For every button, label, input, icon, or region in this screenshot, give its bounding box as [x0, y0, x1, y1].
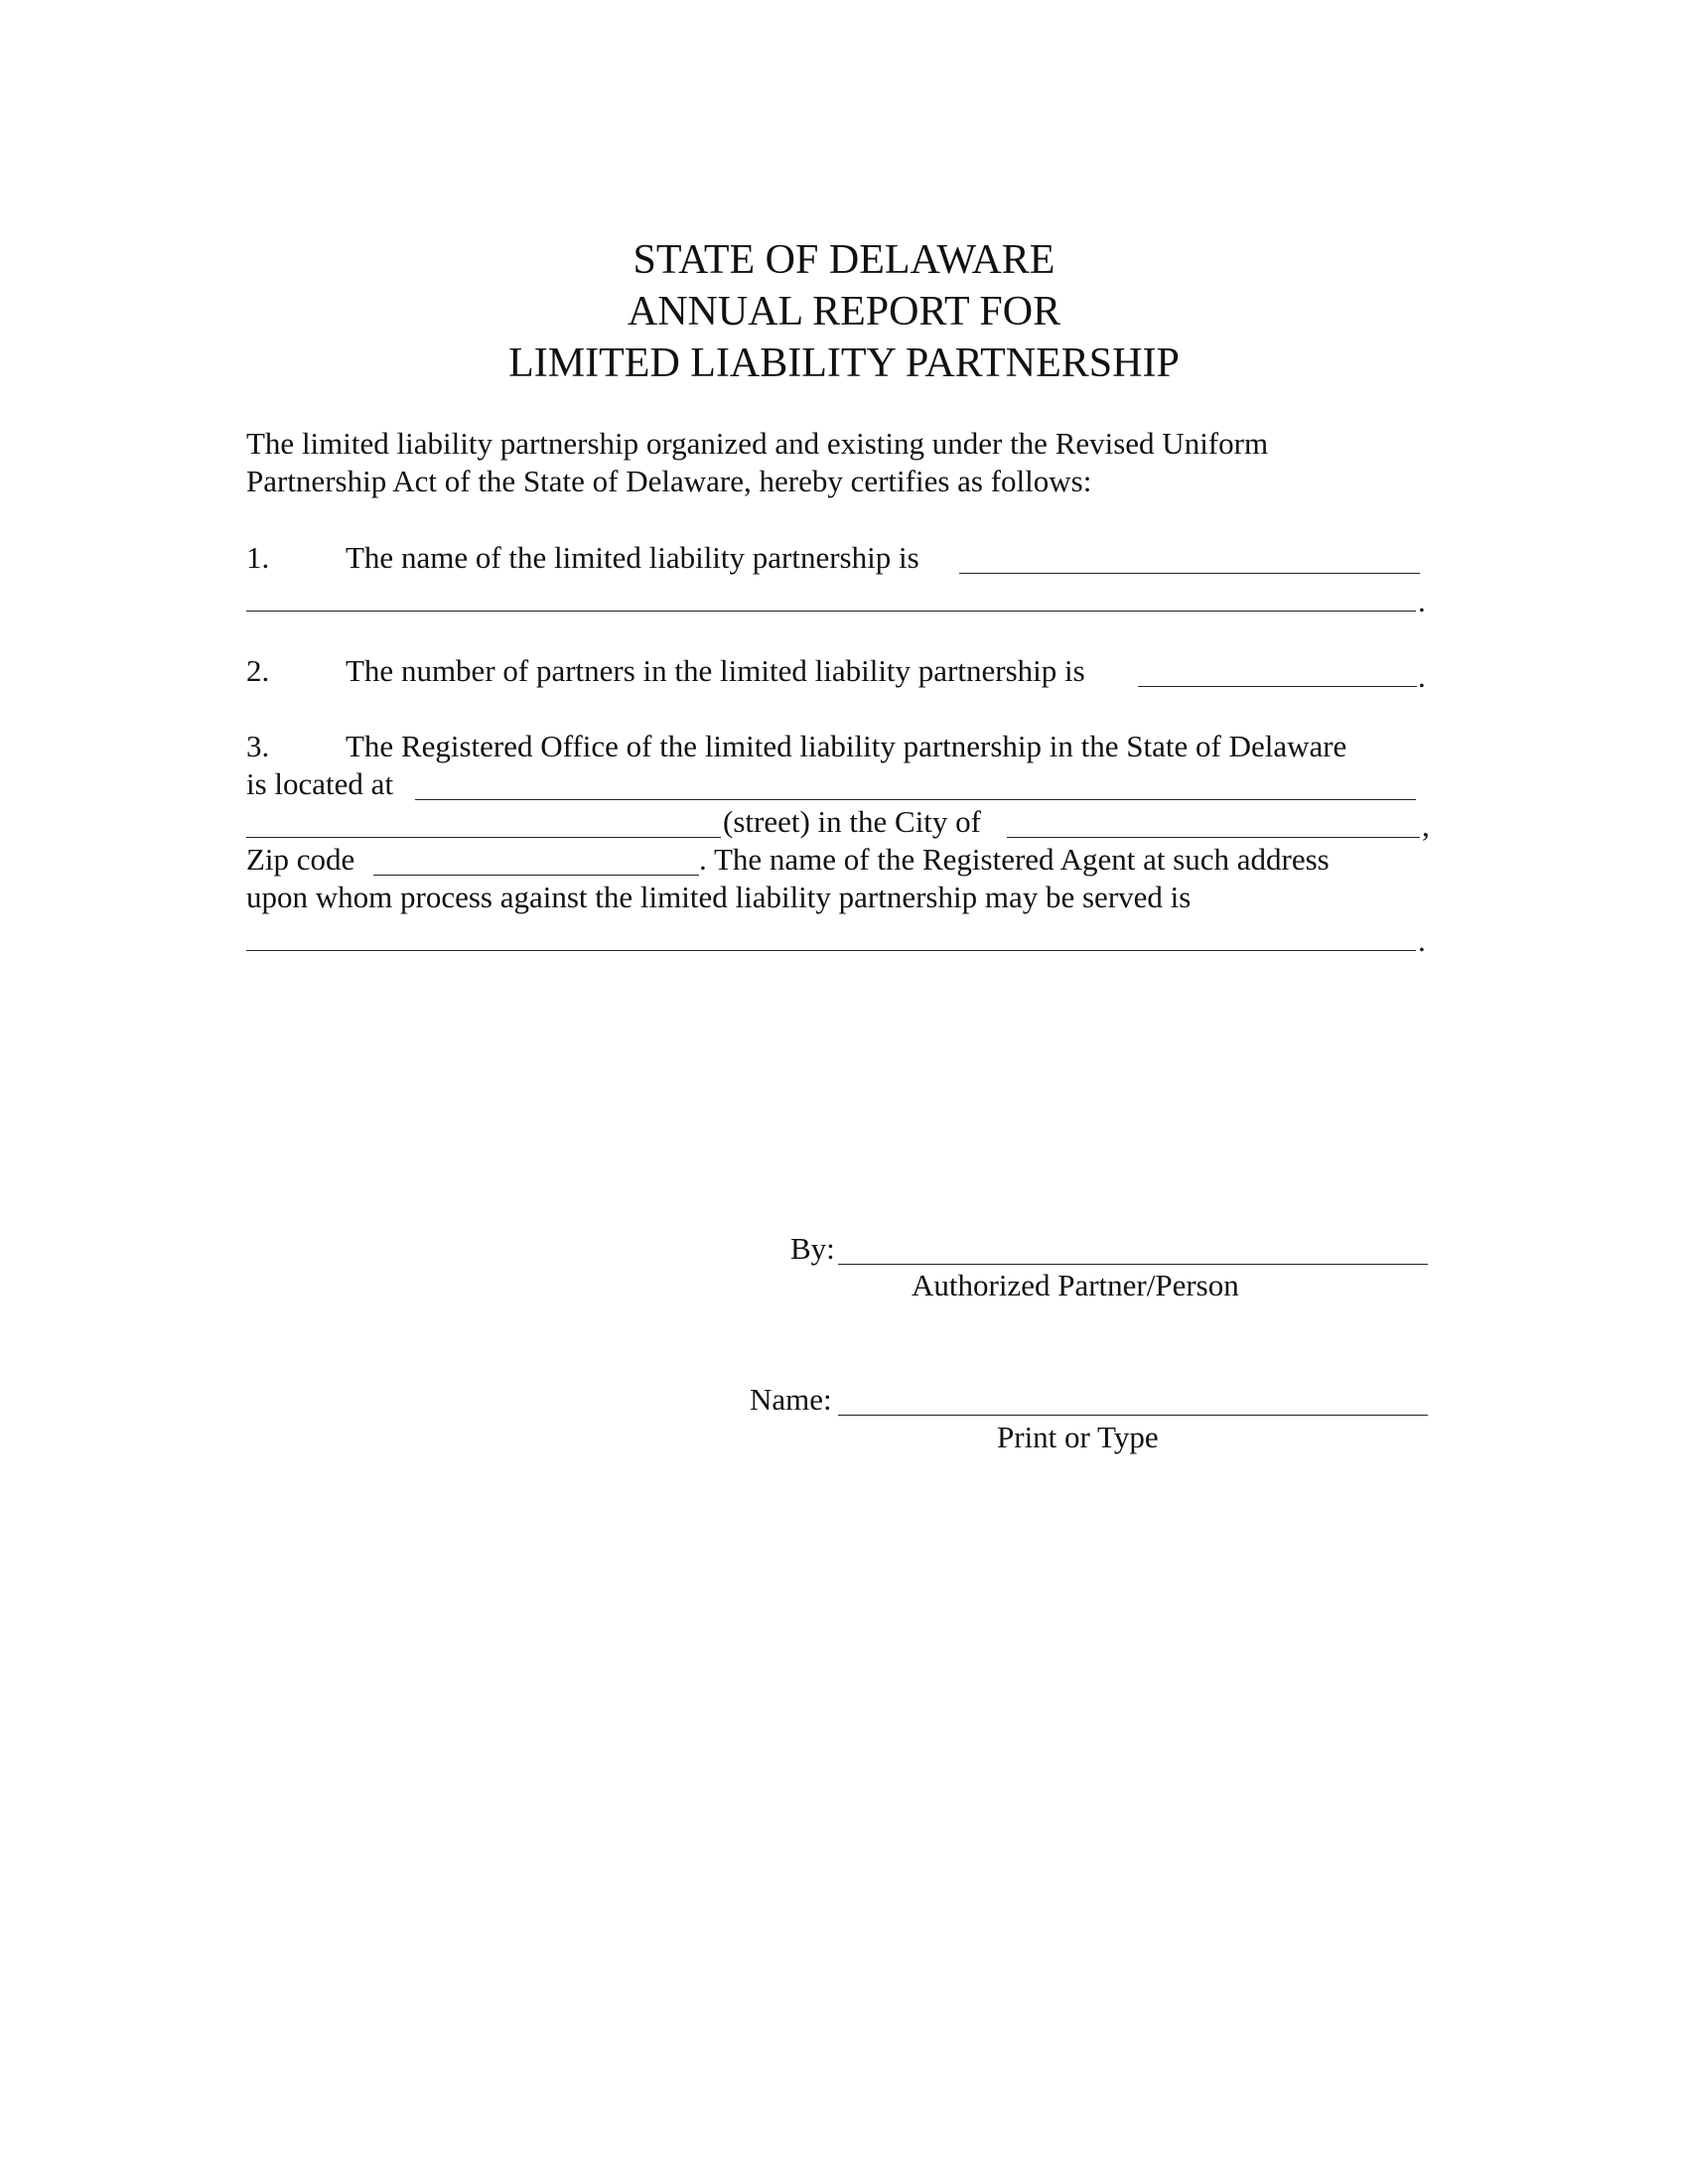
item2-number: 2. [246, 653, 270, 688]
registered-office-street-field-1[interactable] [415, 799, 1416, 800]
item3-located-label: is located at [246, 766, 394, 801]
item3-number: 3. [246, 729, 270, 763]
print-or-type-caption: Print or Type [997, 1420, 1159, 1454]
title-line-entity: LIMITED LIABILITY PARTNERSHIP [508, 341, 1180, 386]
partnership-name-field-2[interactable] [246, 611, 1416, 612]
item3-line-1: The Registered Office of the limited liability partnership in the State of Delaware [346, 729, 1347, 763]
zip-code-label: Zip code [246, 842, 355, 877]
authorized-partner-caption: Authorized Partner/Person [912, 1268, 1239, 1302]
process-text: upon whom process against the limited liability partnership may be served is [246, 880, 1192, 914]
item1-end-mark: . [1418, 584, 1426, 618]
item1-label: The name of the limited liability partnership is [346, 540, 919, 575]
item2-label: The number of partners in the limited liability partnership is [346, 653, 1085, 688]
intro-line-1: The limited liability partnership organized and existing under the Revised Uniform [246, 426, 1269, 461]
registered-agent-text: . The name of the Registered Agent at such address [699, 842, 1330, 877]
registered-agent-name-field[interactable] [246, 950, 1416, 951]
city-comma: , [1422, 808, 1430, 843]
city-field[interactable] [1007, 837, 1420, 838]
item1-number: 1. [246, 540, 270, 575]
intro-line-2: Partnership Act of the State of Delaware, hereby certifies as follows: [246, 464, 1092, 498]
street-city-label: (street) in the City of [723, 804, 981, 839]
title-line-report: ANNUAL REPORT FOR [627, 289, 1061, 335]
form-title [0, 234, 1688, 389]
printed-name-field[interactable] [838, 1415, 1428, 1416]
registered-office-street-field-2[interactable] [246, 837, 721, 838]
partnership-name-field-1[interactable] [959, 573, 1420, 574]
number-of-partners-field[interactable] [1138, 686, 1417, 687]
item3-end-mark: . [1418, 923, 1426, 958]
item2-end-mark: . [1418, 659, 1426, 694]
zip-code-field[interactable] [373, 875, 699, 876]
by-label: By: [790, 1231, 835, 1266]
title-line-state: STATE OF DELAWARE [633, 237, 1055, 283]
signature-field[interactable] [838, 1264, 1428, 1265]
name-label: Name: [750, 1382, 832, 1417]
